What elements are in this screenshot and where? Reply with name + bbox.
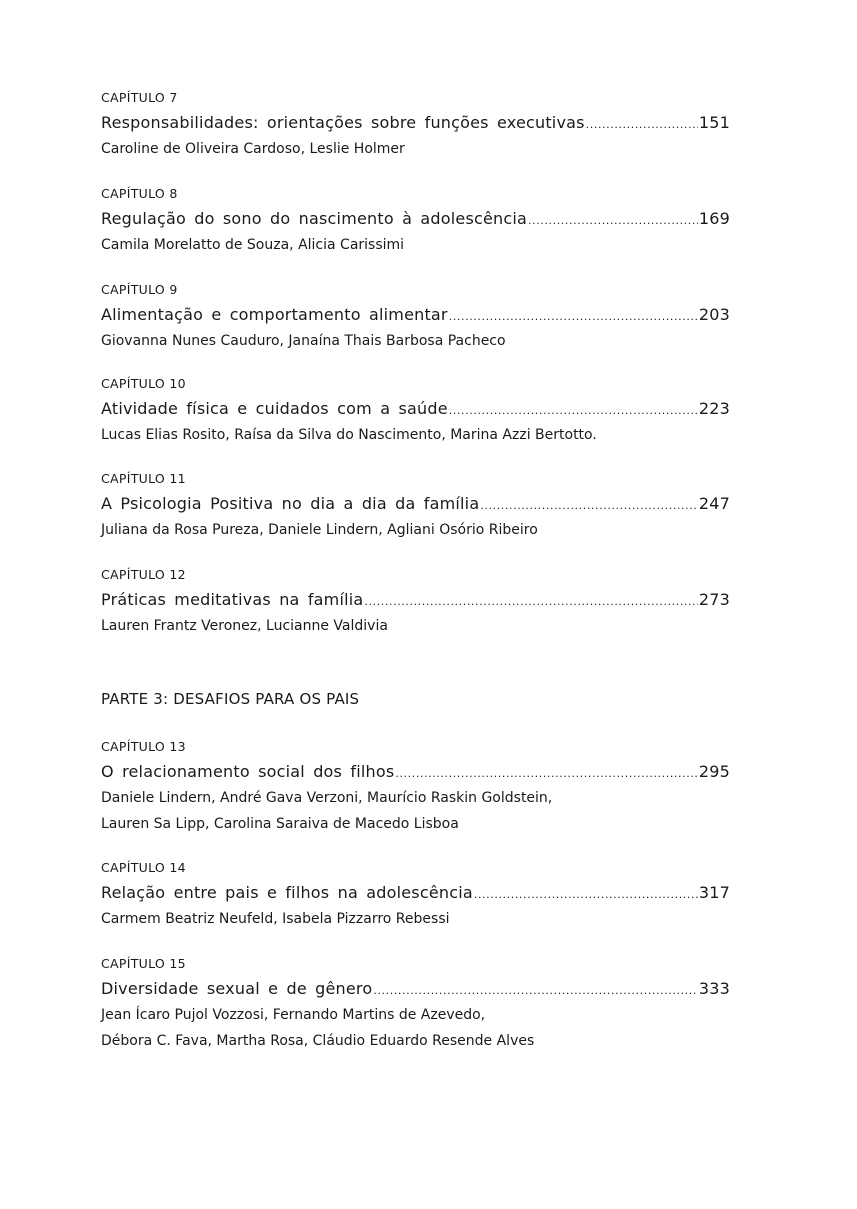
authors-line: Juliana da Rosa Pureza, Daniele Lindern, Agliani Osório Ribeiro: [101, 522, 538, 538]
dot-leader: [480, 495, 698, 517]
authors-line: Daniele Lindern, André Gava Verzoni, Maurício Raskin Goldstein,: [101, 790, 553, 806]
chapter-title: Práticas meditativas na família: [101, 590, 364, 609]
authors-line: Jean Ícaro Pujol Vozzosi, Fernando Martins de Azevedo,: [101, 1007, 486, 1023]
dot-leader: [586, 114, 698, 136]
page-number: 203: [698, 305, 730, 324]
chapter-title-row[interactable]: [101, 761, 730, 783]
chapter-title-row[interactable]: [101, 398, 730, 420]
chapter-label: CAPÍTULO 7: [101, 90, 178, 105]
chapter-label: CAPÍTULO 8: [101, 186, 178, 201]
chapter-label: CAPÍTULO 13: [101, 739, 186, 754]
authors-line: Camila Morelatto de Souza, Alicia Carissimi: [101, 237, 405, 253]
chapter-label: CAPÍTULO 10: [101, 376, 186, 391]
chapter-label: CAPÍTULO 15: [101, 956, 186, 971]
chapter-title: Alimentação e comportamento alimentar: [101, 305, 448, 324]
toc-entry-chapter-13: [101, 737, 730, 837]
toc-entry-chapter-15: [101, 954, 730, 1054]
page-number: 317: [698, 883, 730, 902]
page-number: 247: [698, 494, 730, 513]
toc-entry-chapter-8: [101, 184, 730, 258]
chapter-title-row[interactable]: [101, 589, 730, 611]
authors-line: Carmem Beatriz Neufeld, Isabela Pizzarro Rebessi: [101, 911, 450, 927]
authors-line: Lauren Frantz Veronez, Lucianne Valdivia: [101, 618, 388, 634]
chapter-authors: [101, 232, 730, 258]
chapter-title: Relação entre pais e filhos na adolescência: [101, 883, 473, 902]
chapter-label: CAPÍTULO 9: [101, 282, 178, 297]
chapter-title-row[interactable]: [101, 208, 730, 230]
authors-line: Lauren Sa Lipp, Carolina Saraiva de Macedo Lisboa: [101, 816, 459, 832]
dot-leader: [528, 210, 698, 232]
chapter-title-row[interactable]: [101, 304, 730, 326]
chapter-title: A Psicologia Positiva no dia a dia da família: [101, 494, 480, 513]
chapter-label: CAPÍTULO 11: [101, 471, 186, 486]
chapter-authors: [101, 517, 730, 543]
chapter-title-row[interactable]: [101, 882, 730, 904]
dot-leader: [364, 591, 697, 613]
page-number: 333: [698, 979, 730, 998]
page-number: 169: [698, 209, 730, 228]
dot-leader: [395, 763, 698, 785]
chapter-authors: [101, 906, 730, 932]
authors-line: Débora C. Fava, Martha Rosa, Cláudio Eduardo Resende Alves: [101, 1033, 535, 1049]
authors-line: Caroline de Oliveira Cardoso, Leslie Holmer: [101, 141, 405, 157]
chapter-title: O relacionamento social dos filhos: [101, 762, 395, 781]
chapter-authors: [101, 136, 730, 162]
chapter-authors: [101, 785, 730, 837]
chapter-title: Atividade física e cuidados com a saúde: [101, 399, 448, 418]
authors-line: Lucas Elias Rosito, Raísa da Silva do Nascimento, Marina Azzi Bertotto.: [101, 427, 597, 443]
chapter-title: Responsabilidades: orientações sobre funções executivas: [101, 113, 585, 132]
page-number: 295: [698, 762, 730, 781]
toc-entry-chapter-7: [101, 88, 730, 162]
chapter-label: CAPÍTULO 14: [101, 860, 186, 875]
dot-leader: [449, 306, 698, 328]
chapter-authors: [101, 1002, 730, 1054]
toc-entry-chapter-9: [101, 280, 730, 354]
dot-leader: [373, 980, 698, 1002]
page-number: 273: [698, 590, 730, 609]
chapter-title-row[interactable]: [101, 493, 730, 515]
chapter-title: Regulação do sono do nascimento à adolescência: [101, 209, 528, 228]
toc-entry-chapter-11: [101, 469, 730, 543]
part-heading: PARTE 3: DESAFIOS PARA OS PAIS: [101, 690, 360, 708]
chapter-authors: [101, 328, 730, 354]
dot-leader: [474, 884, 698, 906]
chapter-label: CAPÍTULO 12: [101, 567, 186, 582]
dot-leader: [449, 400, 698, 422]
chapter-title-row[interactable]: [101, 978, 730, 1000]
toc-entry-chapter-14: [101, 858, 730, 932]
page-number: 151: [698, 113, 730, 132]
chapter-authors: [101, 422, 730, 448]
chapter-title: Diversidade sexual e de gênero: [101, 979, 373, 998]
toc-entry-chapter-10: [101, 374, 730, 448]
chapter-authors: [101, 613, 730, 639]
page-number: 223: [698, 399, 730, 418]
toc-entry-chapter-12: [101, 565, 730, 639]
chapter-title-row[interactable]: [101, 112, 730, 134]
authors-line: Giovanna Nunes Cauduro, Janaína Thais Barbosa Pacheco: [101, 333, 506, 349]
